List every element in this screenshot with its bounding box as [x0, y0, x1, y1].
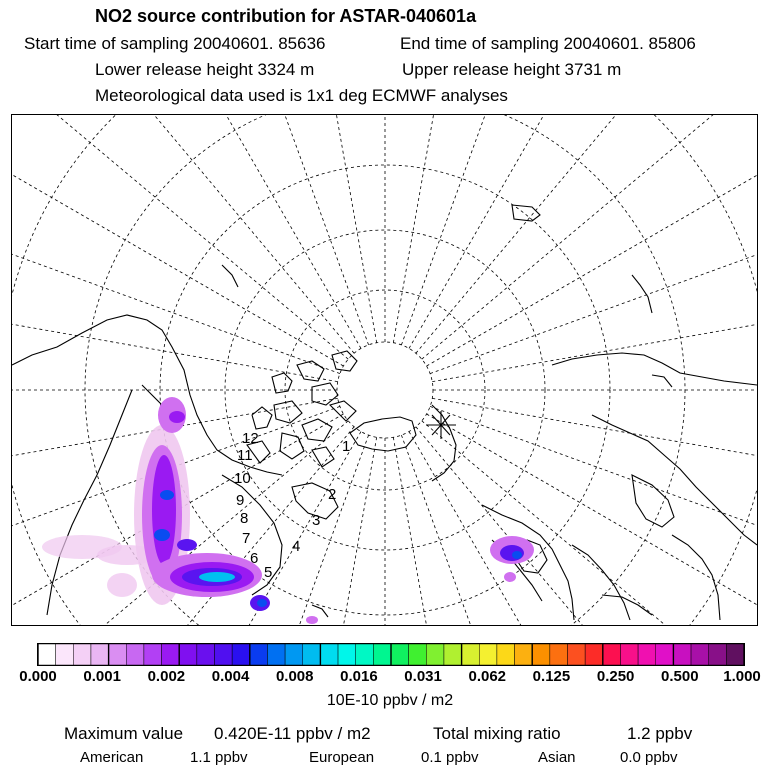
trajectory-label: 12 [242, 430, 259, 447]
trajectory-label: 3 [312, 512, 321, 529]
trajectory-label: 9 [236, 492, 245, 509]
trajectory-label: 8 [240, 510, 249, 527]
meridian-line [422, 421, 757, 625]
colorbar [37, 643, 745, 667]
colorbar-cell [638, 644, 656, 665]
colorbar-tick-label: 0.250 [596, 668, 635, 685]
latitude-circle [285, 290, 485, 490]
trajectory-label: 4 [292, 538, 301, 555]
plume-patch [199, 572, 235, 582]
colorbar-tick-label: 0.000 [19, 668, 57, 685]
region-asian-value: 0.0 ppbv [620, 749, 678, 766]
meridian-line [229, 115, 377, 343]
colorbar-cell [550, 644, 568, 665]
region-asian-label: Asian [538, 749, 576, 766]
colorbar-cell [338, 644, 356, 665]
polar-map [11, 114, 758, 626]
total-mixing-label: Total mixing ratio [433, 724, 561, 743]
colorbar-tick-label: 0.125 [532, 668, 571, 685]
upper-height-text: Upper release height 3731 m [402, 60, 622, 79]
colorbar-tick-label: 0.031 [404, 668, 442, 685]
meridian-line [393, 115, 541, 343]
colorbar-cell [673, 644, 691, 665]
plume-patch [169, 411, 185, 423]
colorbar-cell [691, 644, 709, 665]
colorbar-cell [568, 644, 586, 665]
trajectory-label: 5 [264, 564, 273, 581]
meridian-line [12, 115, 361, 348]
colorbar-tick-label: 0.016 [340, 668, 378, 685]
region-american-value: 1.1 ppbv [190, 749, 248, 766]
colorbar-cell [144, 644, 162, 665]
trajectory-label: 6 [250, 550, 259, 567]
meridian-line [12, 115, 343, 366]
max-value: 0.420E-11 ppbv / m2 [214, 724, 371, 743]
colorbar-cell [179, 644, 197, 665]
meridian-line [409, 432, 757, 625]
colorbar-cell [391, 644, 409, 665]
plume-patch [306, 616, 318, 624]
colorbar-tick-label: 1.000 [723, 668, 761, 685]
colorbar-cell [656, 644, 674, 665]
colorbar-cell [197, 644, 215, 665]
colorbar-cell [462, 644, 480, 665]
trajectory-label: 11 [237, 447, 253, 464]
meridian-line [416, 115, 757, 353]
map-canvas [12, 115, 757, 625]
colorbar-unit: 10E-10 ppbv / m2 [326, 692, 454, 709]
colorbar-cell [56, 644, 74, 665]
trajectory-label: 10 [234, 470, 251, 487]
colorbar-cell [709, 644, 727, 665]
meridian-line [430, 115, 757, 374]
colorbar-cell [285, 644, 303, 665]
colorbar-tick-label: 0.062 [468, 668, 507, 685]
plume-patch [107, 573, 137, 597]
region-american-label: American [80, 749, 144, 766]
colorbar-cell [479, 644, 497, 665]
end-time-text: End time of sampling 20040601. 85806 [400, 34, 696, 53]
plume-patch [257, 599, 267, 607]
colorbar-cell [109, 644, 127, 665]
plume-patch [152, 455, 176, 565]
meridian-line [393, 437, 541, 625]
colorbar-cell [267, 644, 285, 665]
colorbar-cell [73, 644, 91, 665]
colorbar-cell [726, 644, 744, 665]
colorbar-cell [215, 644, 233, 665]
meridian-line [12, 115, 348, 359]
plume-patch [512, 551, 522, 559]
trajectory-label: 2 [328, 486, 337, 503]
colorbar-tick-label: 0.008 [275, 668, 314, 685]
meridian-line [12, 234, 338, 382]
plume-patch [504, 572, 516, 582]
lower-height-text: Lower release height 3324 m [95, 60, 315, 79]
colorbar-cell [444, 644, 462, 665]
meridian-line [427, 115, 757, 366]
colorbar-cell [250, 644, 268, 665]
plume-patch [154, 529, 170, 541]
colorbar-cell [356, 644, 374, 665]
total-mixing-value: 1.2 ppbv [627, 724, 693, 743]
trajectory-label: 7 [242, 530, 251, 547]
trajectory-labels [234, 430, 350, 581]
colorbar-cell [232, 644, 250, 665]
colorbar-cell [426, 644, 444, 665]
meridian-line [409, 115, 757, 348]
colorbar-cell [603, 644, 621, 665]
meridian-line [430, 406, 757, 625]
colorbar-cell [320, 644, 338, 665]
start-time-text: Start time of sampling 20040601. 85636 [24, 34, 326, 53]
latitude-circle [225, 230, 545, 550]
meridian-line [229, 437, 377, 625]
trajectory-label: 1 [342, 438, 351, 455]
colorbar-cell [373, 644, 391, 665]
meridian-line [427, 414, 757, 625]
colorbar-cell [497, 644, 515, 665]
colorbar-cell [515, 644, 533, 665]
max-value-label: Maximum value [64, 724, 184, 743]
colorbar-tick-label: 0.002 [147, 668, 186, 685]
colorbar-tick-label: 0.001 [83, 668, 121, 685]
latitude-circle [337, 342, 433, 438]
meridian-line [12, 115, 354, 353]
meridian-line [12, 115, 340, 374]
meridian-line [77, 115, 368, 345]
colorbar-cell [126, 644, 144, 665]
colorbar-cell [409, 644, 427, 665]
colorbar-cell [620, 644, 638, 665]
colorbar-cell [585, 644, 603, 665]
plume-patch [177, 539, 197, 551]
meridian-line [416, 427, 757, 625]
colorbar-cell [162, 644, 180, 665]
met-data-text: Meteorological data used is 1x1 deg ECMWF analyses [95, 86, 508, 105]
meridian-line [401, 435, 692, 625]
map-title: NO2 source contribution for ASTAR-040601a [95, 6, 477, 26]
colorbar-tick-label: 0.004 [211, 668, 250, 685]
plume-patch [160, 490, 174, 500]
region-european-label: European [309, 749, 375, 766]
region-european-value: 0.1 ppbv [421, 749, 479, 766]
colorbar-cell [532, 644, 550, 665]
colorbar-tick-label: 0.500 [661, 668, 699, 685]
colorbar-cell [303, 644, 321, 665]
colorbar-cell [38, 644, 56, 665]
colorbar-cell [91, 644, 109, 665]
